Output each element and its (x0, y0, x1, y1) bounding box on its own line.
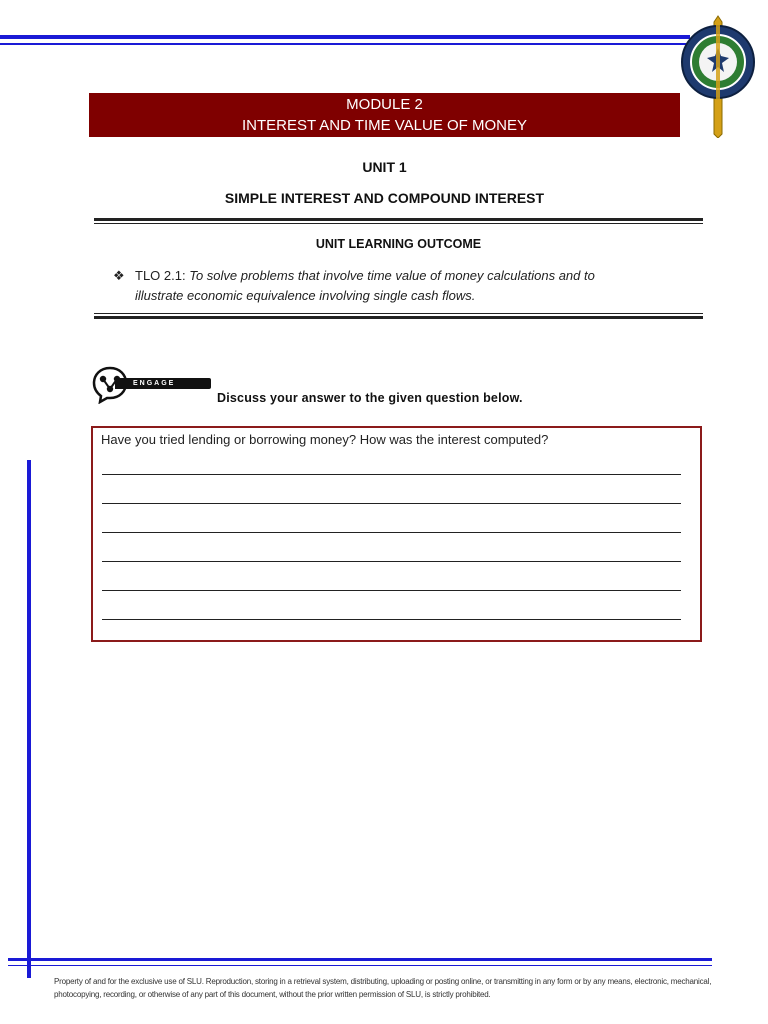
diamond-bullet-icon: ❖ (113, 268, 125, 283)
outcome-rule-bottom-thin (94, 313, 703, 314)
activity-question: Have you tried lending or borrowing money? How was the interest computed? (101, 432, 549, 447)
module-title: INTEREST AND TIME VALUE OF MONEY (241, 117, 528, 134)
answer-line-6[interactable] (102, 619, 681, 620)
module-label: MODULE 2 (346, 96, 423, 113)
answer-line-1[interactable] (102, 474, 681, 475)
outcome-rule-top-thin (94, 223, 703, 224)
answer-line-2[interactable] (102, 503, 681, 504)
answer-line-4[interactable] (102, 561, 681, 562)
tlo-item (113, 266, 693, 306)
outcome-rule-bottom (94, 316, 703, 319)
engage-prompt: Discuss your answer to the given question below. (217, 391, 523, 405)
left-accent-bar (27, 460, 31, 978)
learning-outcome-heading: UNIT LEARNING OUTCOME (315, 237, 482, 251)
outcome-rule-top (94, 218, 703, 221)
engage-label: ENGAGE (115, 378, 211, 389)
header-rule-thin (0, 43, 690, 45)
module-banner (89, 93, 680, 137)
tlo-code: TLO 2.1: (135, 268, 186, 283)
unit-title: SIMPLE INTEREST AND COMPOUND INTEREST (224, 190, 545, 206)
tlo-text-line1: To solve problems that involve time value of money calculations and to (189, 268, 595, 283)
university-seal-icon (676, 14, 760, 138)
footer-copyright: Property of and for the exclusive use of SLU. Reproduction, storing in a retrieval system, distributing, uploading or posting online, or transmitting in any form or by any means, electronic, mechanical, photocopying, recording, or otherwise of any part of this document, without the prior written permission of SLU, is strictly prohibited. (54, 977, 712, 999)
unit-label: UNIT 1 (362, 159, 407, 175)
tlo-text-line2: illustrate economic equivalence involving single cash flows. (135, 288, 476, 303)
footer-rule-thin (8, 965, 712, 966)
answer-line-3[interactable] (102, 532, 681, 533)
answer-box (91, 426, 702, 642)
header-rule-thick (0, 35, 690, 39)
answer-line-5[interactable] (102, 590, 681, 591)
footer-rule-thick (8, 958, 712, 961)
